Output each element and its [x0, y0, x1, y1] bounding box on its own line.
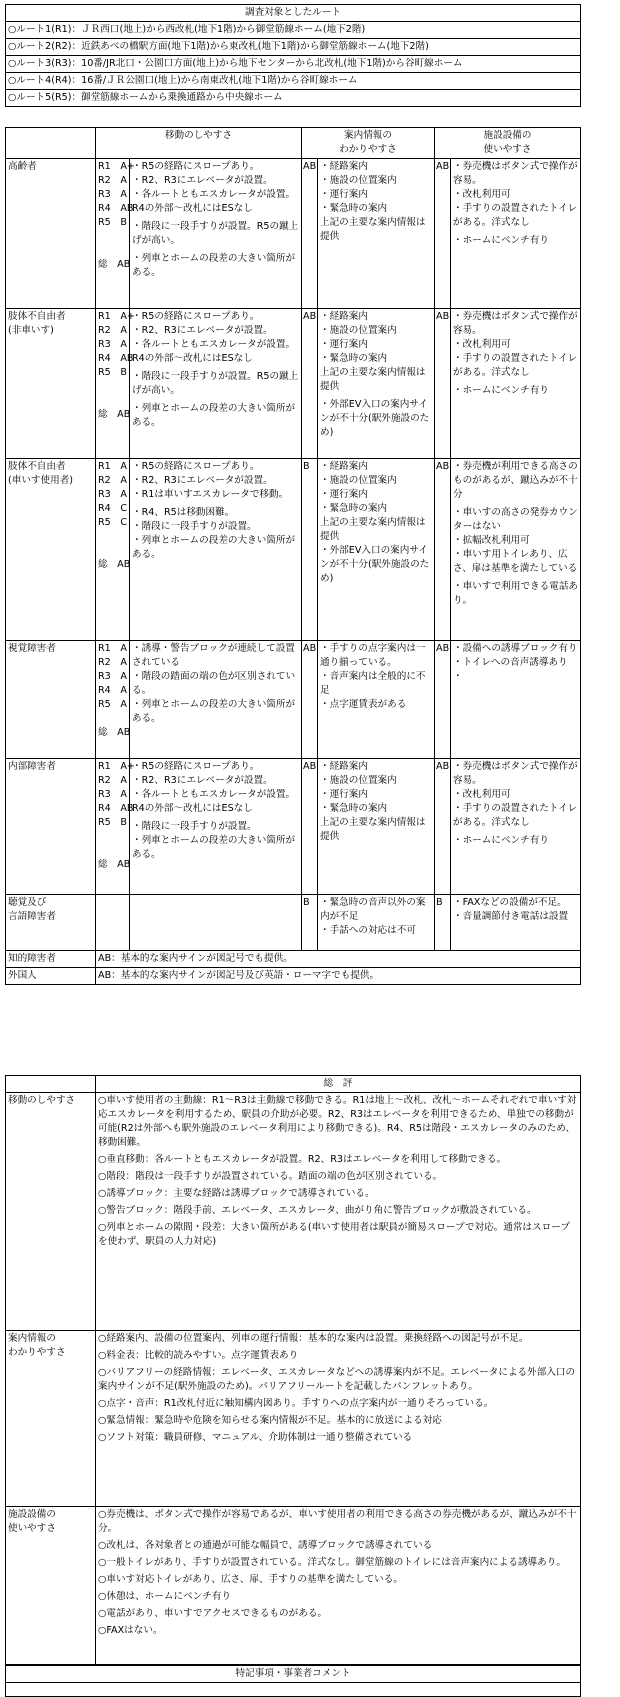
route-grade: 総 AB	[98, 727, 131, 738]
mobility-note: ・R5の経路にスロープあり。	[132, 761, 260, 772]
overall-paragraph: ○誘導ブロック：主要な経路は誘導ブロックで誘導されている。	[98, 1188, 375, 1199]
route-item-4: ○ルート4(R4)：16番/ＪＲ公園口(地上)から南東改札(地下1階)から谷町線ホーム	[6, 73, 581, 90]
overall-paragraph: ○車いす使用者の主動線：R1～R3は主動線で移動できる。R1は地上～改札、改札～ホームそれぞれで車いす対応エスカレータを利用するため、駅員の介助が必要。R2、R3はエレベータを利用できるため、単独での移動が可能(R2は外部へも駅外施設のエレベータ利用により移動できる)。R4、R5は階段・エスカレータのみのため、移動困難。	[98, 1095, 577, 1148]
grade-spacer	[98, 394, 127, 408]
facility-note: ・改札利用可	[453, 339, 511, 350]
info-grade: B	[302, 459, 318, 641]
facility-note: ・ホームにベンチ有り	[453, 235, 549, 246]
route-grade: R1 A	[98, 461, 127, 472]
route-grade: R3 A	[98, 789, 127, 800]
info-note: ・外部EV入口の案内サインが不十分(駅外施設のため)	[320, 399, 430, 438]
user-category-label: 聴覚及び 言語障害者	[6, 895, 96, 951]
route-item-3: ○ルート3(R3)：10番/JR北口・公園口方面(地上)から地下センターから北改札(地下1階)から谷町線ホーム	[6, 56, 581, 73]
overall-blank	[6, 1076, 96, 1093]
facility-notes	[451, 895, 581, 951]
route-grade: R3 A	[98, 671, 127, 682]
user-category-label: 肢体不自由者 (非車いす)	[6, 309, 96, 459]
mobility-note: ・列車とホームの段差の大きい箇所がある。	[132, 535, 296, 560]
notes-body	[6, 1683, 581, 1697]
facility-note: ・	[453, 671, 463, 682]
mobility-note: ・階段の踏面の端の色が区別されている。	[132, 671, 296, 696]
mobility-notes	[130, 459, 302, 641]
info-grade: B	[302, 895, 318, 951]
mobility-note: ・階段に一段手すりが設置。	[132, 521, 257, 532]
info-notes	[318, 459, 435, 641]
facility-note: ・車いす用トイレあり、広さ、扉は基準を満たしている	[453, 549, 578, 574]
facility-note: ・券売機はボタン式で操作が容易。	[453, 161, 578, 186]
route-grade: R2 A	[98, 657, 127, 668]
overall-section-text	[96, 1507, 581, 1665]
facility-note: ・拡幅改札利用可	[453, 535, 530, 546]
info-notes	[318, 641, 435, 759]
facility-notes	[451, 459, 581, 641]
facility-note: ・手すりの設置されたトイレがある。洋式なし	[453, 203, 578, 228]
mobility-notes	[130, 309, 302, 459]
facility-note: ・券売機はボタン式で操作が容易。	[453, 311, 578, 336]
route-grade: 総 AB	[98, 859, 131, 870]
overall-paragraph: ○点字・音声：R1改札付近に触知構内図あり。手すりへの点字案内が一通りそろっている。	[98, 1398, 494, 1409]
grade-spacer	[98, 530, 127, 544]
mobility-note: ・R2、R3にエレベータが設置。	[132, 325, 273, 336]
info-note: ・経路案内	[320, 311, 368, 322]
route-grades	[96, 759, 135, 895]
info-grade: AB	[302, 159, 318, 309]
facility-grade: AB	[435, 759, 451, 895]
overall-paragraph: ○券売機は、ボタン式で操作が容易であるが、車いす使用者の利用できる高さの券売機があるが、蹴込みが不十分。	[98, 1509, 577, 1534]
mobility-note: ・列車とホームの段差の大きい箇所がある。	[132, 699, 296, 724]
mobility-note: ・R5の経路にスロープあり。	[132, 311, 260, 322]
mobility-note: ・階段に一段手すりが設置。R5の蹴上げが高い。	[132, 371, 299, 396]
info-note: ・施設の位置案内	[320, 775, 397, 786]
info-note: ・運行案内	[320, 189, 368, 200]
info-grade: AB	[302, 309, 318, 459]
info-notes	[318, 309, 435, 459]
route-grades	[96, 309, 135, 459]
facility-note: ・改札利用可	[453, 189, 511, 200]
route-grade: R3 A	[98, 339, 127, 350]
route-grade: R4 AB	[98, 803, 134, 814]
mobility-note: ・列車とホームの段差の大きい箇所がある。	[132, 835, 296, 860]
overall-section-label: 案内情報の わかりやすさ	[6, 1331, 96, 1507]
facility-note: ・トイレへの音声誘導あり	[453, 657, 568, 668]
evaluation-body	[6, 159, 581, 951]
route-grade: R1 A+	[98, 161, 135, 172]
evaluation-row	[6, 309, 581, 459]
route-grade: R5 B	[98, 817, 127, 828]
route-grade: R4 A	[98, 685, 127, 696]
notes-title: 特記事項・事業者コメント	[6, 1666, 581, 1683]
route-grade: R5 C	[98, 517, 128, 528]
user-category-label: 視覚障害者	[6, 641, 96, 759]
overall-body	[6, 1093, 581, 1665]
overall-paragraph: ○警告ブロック：階段手前、エレベータ、エスカレータ、曲がり角に警告ブロックが敷設されている。	[98, 1205, 537, 1216]
info-note: ・緊急時の案内	[320, 503, 388, 514]
facility-note: ・設備への誘導ブロック有り	[453, 643, 578, 654]
info-note: ・運行案内	[320, 339, 368, 350]
info-note: ・点字運賃表がある	[320, 699, 407, 710]
grade-spacer	[98, 380, 127, 394]
grade-spacer	[98, 712, 127, 726]
mobility-note: ・R5の経路にスロープあり。	[132, 161, 260, 172]
facility-notes	[451, 309, 581, 459]
route-grade: R2 A	[98, 175, 127, 186]
facility-grade: AB	[435, 309, 451, 459]
route-grade: R4 AB	[98, 203, 134, 214]
facility-notes	[451, 641, 581, 759]
grade-spacer	[98, 830, 127, 844]
facility-notes	[451, 159, 581, 309]
mobility-note: ・各ルートともエスカレータが設置。R4の外部～改札にはESなし	[132, 189, 296, 214]
info-note: ・音声案内は全般的に不足	[320, 671, 426, 696]
row-label-intellectual: 知的障害者	[6, 951, 96, 968]
grade-spacer	[98, 244, 127, 258]
route-grade: R3 A	[98, 189, 127, 200]
user-category-label: 肢体不自由者 (車いす使用者)	[6, 459, 96, 641]
facility-note: ・音量調節付き電話は設置	[453, 911, 569, 922]
route-grade: R1 A	[98, 643, 127, 654]
info-note: ・緊急時の音声以外の案内が不足	[320, 897, 426, 922]
overall-paragraph: ○改札は、各対象者との通過が可能な幅員で、誘導ブロックで誘導されている	[98, 1540, 433, 1551]
overall-section	[6, 1093, 581, 1331]
route-grades	[96, 459, 130, 641]
info-note: ・施設の位置案内	[320, 175, 397, 186]
facility-grade: AB	[435, 641, 451, 759]
facility-note: ・手すりの設置されたトイレがある。洋式なし	[453, 353, 578, 378]
routes-title: 調査対象としたルート	[6, 5, 581, 22]
info-note: 上記の主要な案内情報は提供	[320, 367, 426, 392]
route-grades	[96, 895, 130, 951]
route-grade: R2 A	[98, 325, 127, 336]
route-grade: 総 AB	[98, 559, 131, 570]
facility-notes	[451, 759, 581, 895]
info-notes	[318, 159, 435, 309]
grade-spacer	[98, 844, 127, 858]
facility-grade: AB	[435, 159, 451, 309]
info-note: ・経路案内	[320, 761, 368, 772]
mobility-note: ・R4、R5は移動困難。	[132, 507, 235, 518]
header-information: 案内情報の わかりやすさ	[302, 128, 435, 159]
evaluation-row	[6, 159, 581, 309]
facility-grade: AB	[435, 459, 451, 641]
route-grade: R2 A	[98, 775, 127, 786]
route-grade: R5 A	[98, 699, 127, 710]
info-notes	[318, 759, 435, 895]
mobility-note: ・列車とホームの段差の大きい箇所がある。	[132, 403, 296, 428]
overall-paragraph: ○経路案内、設備の位置案内、列車の運行情報：基本的な案内は設置。乗換経路への図記号が不足。	[98, 1333, 529, 1344]
route-grade: R2 A	[98, 475, 127, 486]
mobility-note: ・各ルートともエスカレータが設置。R4の外部～改札にはESなし	[132, 789, 296, 814]
route-grade: R4 C	[98, 503, 128, 514]
routes-table	[5, 4, 581, 107]
info-grade: AB	[302, 641, 318, 759]
mobility-note: ・列車とホームの段差の大きい箇所がある。	[132, 253, 296, 278]
facility-note: ・券売機はボタン式で操作が容易。	[453, 761, 578, 786]
facility-note: ・ホームにベンチ有り	[453, 835, 549, 846]
evaluation-table	[5, 127, 581, 985]
info-note: 上記の主要な案内情報は提供	[320, 217, 426, 242]
evaluation-row	[6, 641, 581, 759]
info-notes	[318, 895, 435, 951]
mobility-note: ・R2、R3にエレベータが設置。	[132, 775, 273, 786]
route-grade: R4 AB	[98, 353, 134, 364]
route-grade: 総 AB	[98, 409, 131, 420]
mobility-note: ・R2、R3にエレベータが設置。	[132, 475, 273, 486]
overall-paragraph: ○電話があり、車いすでアクセスできるものがある。	[98, 1608, 328, 1619]
facility-grade: B	[435, 895, 451, 951]
info-note: ・緊急時の案内	[320, 203, 388, 214]
mobility-note: ・階段に一段手すりが設置。R5の蹴上げが高い。	[132, 221, 299, 246]
facility-note: ・ホームにベンチ有り	[453, 385, 549, 396]
info-note: ・経路案内	[320, 461, 368, 472]
facility-note: ・FAXなどの設備が不足。	[453, 897, 567, 908]
mobility-note: ・R2、R3にエレベータが設置。	[132, 175, 273, 186]
mobility-notes	[130, 759, 302, 895]
facility-note: ・車いすで利用できる電話あり。	[453, 581, 579, 606]
evaluation-row	[6, 759, 581, 895]
mobility-notes	[130, 159, 302, 309]
info-note: ・施設の位置案内	[320, 475, 397, 486]
info-grade: AB	[302, 759, 318, 895]
evaluation-row	[6, 459, 581, 641]
overall-paragraph: ○階段：階段は一段手すりが設置されている。踏面の端の色が区別されている。	[98, 1171, 443, 1182]
facility-note: ・改札利用可	[453, 789, 511, 800]
info-note: ・施設の位置案内	[320, 325, 397, 336]
info-note: ・運行案内	[320, 789, 368, 800]
route-item-1: ○ルート1(R1)：ＪＲ西口(地上)から西改札(地下1階)から御堂筋線ホーム(地下2階)	[6, 22, 581, 39]
route-grade: R1 A+	[98, 761, 135, 772]
evaluation-row	[6, 895, 581, 951]
header-blank	[6, 128, 96, 159]
info-note: 上記の主要な案内情報は提供	[320, 517, 426, 542]
grade-spacer	[98, 230, 127, 244]
overall-paragraph: ○車いす対応トイレがあり、広さ、扉、手すりの基準を満たしている。	[98, 1574, 403, 1585]
route-grades	[96, 641, 130, 759]
overall-paragraph: ○休憩は、ホームにベンチ有り	[98, 1591, 232, 1602]
overall-section-text	[96, 1331, 581, 1507]
info-note: ・運行案内	[320, 489, 368, 500]
route-grade: R3 A	[98, 489, 127, 500]
facility-note: ・券売機が利用できる高さのものがあるが、蹴込みが不十分	[453, 461, 578, 500]
overall-section-label: 施設設備の 使いやすさ	[6, 1507, 96, 1665]
route-grade: 総 AB	[98, 259, 131, 270]
overall-paragraph: ○FAXはない。	[98, 1625, 163, 1636]
mobility-note: ・各ルートともエスカレータが設置。R4の外部～改札にはESなし	[132, 339, 296, 364]
overall-paragraph: ○垂直移動：各ルートともエスカレータが設置。R2、R3はエレベータを利用して移動できる。	[98, 1154, 507, 1165]
info-note: ・緊急時の案内	[320, 803, 388, 814]
overall-section-label: 移動のしやすさ	[6, 1093, 96, 1331]
overall-table	[5, 1075, 581, 1665]
grade-spacer	[98, 544, 127, 558]
route-grade: R5 B	[98, 217, 127, 228]
mobility-note: ・R5の経路にスロープあり。	[132, 461, 260, 472]
overall-paragraph: ○列車とホームの隙間・段差：大きい箇所がある(車いす使用者は駅員が簡易スロープで対応。通常はスロープを使わず、駅員の人力対応)	[98, 1222, 570, 1247]
overall-paragraph: ○一般トイレがあり、手すりが設置されている。洋式なし。御堂筋線のトイレには音声案内による誘導あり。	[98, 1557, 566, 1568]
header-mobility: 移動のしやすさ	[96, 128, 302, 159]
mobility-note: ・R1は車いすエスカレータで移動。	[132, 489, 289, 500]
notes-table	[5, 1665, 581, 1697]
row-label-foreign: 外国人	[6, 968, 96, 985]
mobility-note: ・階段に一段手すりが設置。	[132, 821, 257, 832]
facility-note: ・車いすの高さの発券カウンターはない	[453, 507, 578, 532]
overall-title: 総 評	[96, 1076, 581, 1093]
overall-section	[6, 1507, 581, 1665]
overall-paragraph: ○ソフト対策：職員研修、マニュアル、介助体制は一通り整備されている	[98, 1432, 413, 1443]
overall-section	[6, 1331, 581, 1507]
route-item-2: ○ルート2(R2)：近鉄あべの橋駅方面(地下1階)から東改札(地下1階)から御堂筋線ホーム(地下2階)	[6, 39, 581, 56]
route-grade: R1 A+	[98, 311, 135, 322]
facility-note: ・手すりの設置されたトイレがある。洋式なし	[453, 803, 578, 828]
mobility-notes	[130, 895, 302, 951]
overall-paragraph: ○料金表：比較的読みやすい。点字運賃表あり	[98, 1350, 299, 1361]
overall-paragraph: ○バリアフリーの経路情報：エレベータ、エスカレータなどへの誘導案内が不足。エレベータによる外部入口の案内サインが不足(駅外施設のため)。バリアフリールートを記載したパンフレットあり。	[98, 1367, 576, 1392]
row-text-intellectual: AB：基本的な案内サインが図記号でも提供。	[96, 951, 581, 968]
user-category-label: 内部障害者	[6, 759, 96, 895]
mobility-notes	[130, 641, 302, 759]
row-text-foreign: AB：基本的な案内サインが図記号及び英語・ローマ字でも提供。	[96, 968, 581, 985]
route-grade: R5 B	[98, 367, 127, 378]
info-note: ・手話への対応は不可	[320, 925, 416, 936]
info-note: ・経路案内	[320, 161, 368, 172]
info-note: ・外部EV入口の案内サインが不十分(駅外施設のため)	[320, 545, 430, 584]
info-note: ・手すりの点字案内は一通り揃っている。	[320, 643, 426, 668]
user-category-label: 高齢者	[6, 159, 96, 309]
info-note: ・緊急時の案内	[320, 353, 388, 364]
overall-section-text	[96, 1093, 581, 1331]
info-note: 上記の主要な案内情報は提供	[320, 817, 426, 842]
route-item-5: ○ルート5(R5)：御堂筋線ホームから乗換通路から中央線ホーム	[6, 90, 581, 107]
route-grades	[96, 159, 135, 309]
mobility-note: ・誘導・警告ブロックが連続して設置されている	[132, 643, 295, 668]
overall-paragraph: ○緊急情報：緊急時や危険を知らせる案内情報が不足。基本的に放送による対応	[98, 1415, 442, 1426]
header-facilities: 施設設備の 使いやすさ	[435, 128, 581, 159]
